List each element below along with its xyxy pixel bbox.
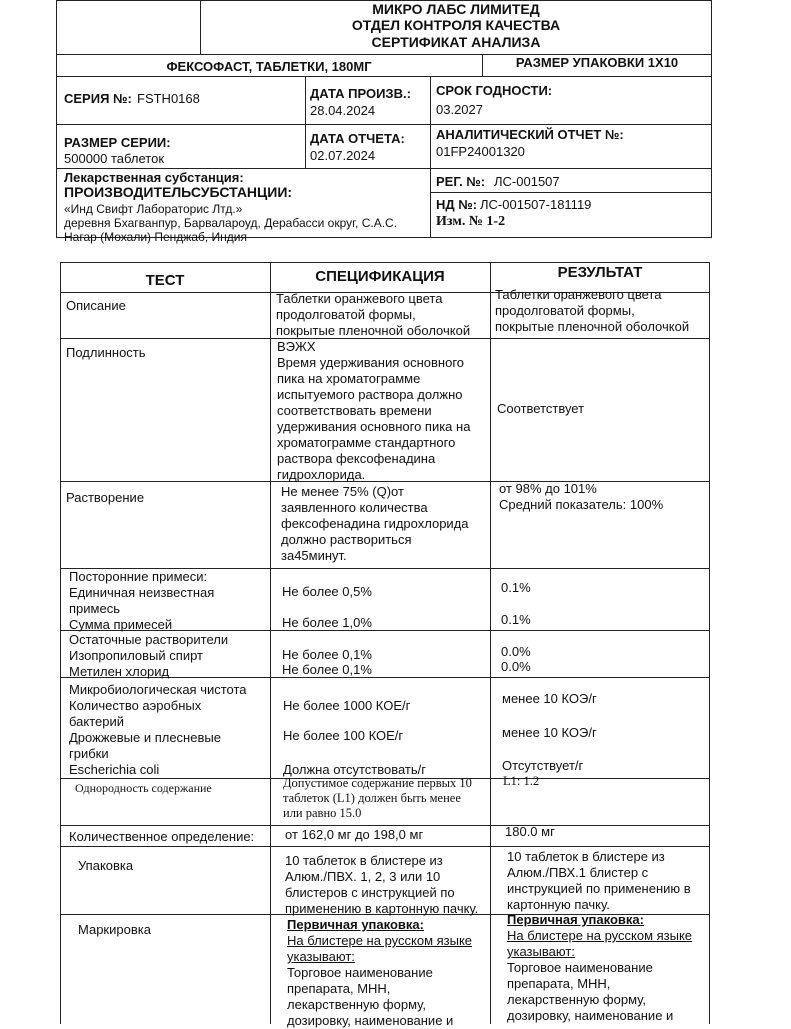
batch-size-label: РАЗМЕР СЕРИИ: bbox=[64, 135, 171, 150]
row-microbiology-result-ecoli: Отсутствует/г bbox=[502, 758, 584, 773]
reg-label: РЕГ. №: bbox=[436, 174, 486, 189]
row-dissolution-spec: Не менее 75% (Q)от заявленного количества фексофенадина гидрохлорида должно раствориться за45минут. bbox=[281, 484, 469, 563]
mfg-date-label: ДАТА ПРОИЗВ.: bbox=[310, 86, 411, 101]
row-assay-spec: от 162,0 мг до 198,0 мг bbox=[285, 827, 424, 842]
manufacturer-address-2: Нагар (Мохали) Пенджаб, Индия bbox=[64, 230, 247, 244]
row-microbiology-result-aerobic: менее 10 КОЭ/г bbox=[502, 691, 597, 706]
batch-size-value: 500000 таблеток bbox=[64, 151, 165, 166]
row-solvents-result: 0.0% 0.0% bbox=[501, 644, 531, 674]
manufacturer-label: ПРОИЗВОДИТЕЛЬСУБСТАНЦИИ: bbox=[64, 184, 293, 200]
row-microbiology-spec-aerobic: Не более 1000 КОЕ/г bbox=[283, 698, 411, 713]
row-impurities-spec-total: Не более 1,0% bbox=[282, 615, 372, 630]
substance-label: Лекарственная субстанция: bbox=[64, 170, 244, 185]
row-identity-test: Подлинность bbox=[66, 345, 146, 360]
series-label: СЕРИЯ №: bbox=[64, 91, 132, 106]
row-solvents-spec: Не более 0,1% Не более 0,1% bbox=[282, 647, 372, 677]
row-microbiology-result-yeast: менее 10 КОЭ/г bbox=[502, 725, 597, 740]
row-solvents-test: Остаточные растворители Изопропиловый спирт Метилен хлорид bbox=[69, 632, 229, 679]
nd-value: ЛС-001507-181119 bbox=[480, 197, 592, 212]
row-labeling-test: Маркировка bbox=[78, 922, 151, 937]
row-description-test: Описание bbox=[66, 298, 126, 313]
row-impurities-result-single: 0.1% bbox=[501, 580, 531, 595]
row-uniformity-test: Однородность содержание bbox=[75, 781, 212, 795]
row-uniformity-result: L1: 1.2 bbox=[503, 774, 540, 788]
nd-label: НД №: bbox=[436, 197, 478, 212]
header-result: РЕЗУЛЬТАТ bbox=[557, 264, 643, 281]
row-description-spec: Таблетки оранжевого цвета продолговатой формы, покрытые пленочной оболочкой bbox=[276, 291, 471, 338]
product-name: ФЕКСОФАСТ, ТАБЛЕТКИ, 180МГ bbox=[166, 59, 372, 74]
row-labeling-result: Первичная упаковка: На блистере на русском языке указывают: Торговое наименование препарата, МНН, лекарственную форму, дозировку, наименование и bbox=[507, 912, 693, 1023]
row-impurities-result-total: 0.1% bbox=[501, 612, 531, 627]
reg-value: ЛС-001507 bbox=[494, 174, 560, 189]
analytical-report-label: АНАЛИТИЧЕСКИЙ ОТЧЕТ №: bbox=[436, 127, 624, 142]
company-name: МИКРО ЛАБС ЛИМИТЕД bbox=[372, 1, 540, 17]
manufacturer-name: «Инд Свифт Лабораторис Лтд.» bbox=[64, 202, 243, 216]
row-impurities-spec-single: Не более 0,5% bbox=[282, 584, 372, 599]
document-title: СЕРТИФИКАТ АНАЛИЗА bbox=[371, 34, 541, 50]
header-test: ТЕСТ bbox=[145, 272, 185, 289]
manufacturer-address-1: деревня Бхагванпур, Барвалароуд, Дерабасси округ, С.А.С. bbox=[64, 216, 398, 230]
report-date-value: 02.07.2024 bbox=[310, 148, 376, 163]
row-assay-result: 180.0 мг bbox=[505, 824, 555, 839]
row-labeling-spec: Первичная упаковка: На блистере на русском языке указывают: Торговое наименование препарата, МНН, лекарственную форму, дозировку, наименование и bbox=[287, 917, 473, 1028]
series-value: FSTH0168 bbox=[137, 91, 200, 106]
row-microbiology-spec-ecoli: Должна отсутствовать/г bbox=[283, 762, 426, 777]
row-dissolution-result: от 98% до 101% Средний показатель: 100% bbox=[499, 481, 664, 512]
expiry-label: СРОК ГОДНОСТИ: bbox=[436, 83, 553, 98]
department-name: ОТДЕЛ КОНТРОЛЯ КАЧЕСТВА bbox=[351, 17, 561, 33]
change-label: Изм. № 1-2 bbox=[436, 214, 506, 229]
row-assay-test: Количественное определение: bbox=[69, 829, 255, 844]
row-description-result: Таблетки оранжевого цвета продолговатой формы, покрытые пленочной оболочкой bbox=[495, 287, 690, 334]
row-packaging-result: 10 таблеток в блистере из Алюм./ПВХ.1 блистер с инструкцией по применению в картонную пачку. bbox=[507, 849, 691, 912]
row-impurities-test: Посторонние примеси: Единичная неизвестная примесь Сумма примесей bbox=[69, 569, 215, 632]
pack-size: РАЗМЕР УПАКОВКИ 1Х10 bbox=[515, 55, 679, 70]
row-microbiology-spec-yeast: Не более 100 КОЕ/г bbox=[283, 728, 404, 743]
row-packaging-test: Упаковка bbox=[78, 858, 134, 873]
row-microbiology-test: Микробиологическая чистота Количество аэробных бактерий Дрожжевые и плесневые грибки Escherichia coli bbox=[69, 682, 247, 777]
row-packaging-spec: 10 таблеток в блистере из Алюм./ПВХ. 1, 2, 3 или 10 блистеров с инструкцией по применению в картонную пачку. bbox=[285, 853, 479, 916]
row-identity-spec: ВЭЖХ Время удерживания основного пика на хроматограмме испытуемого раствора должно соответствовать времени удерживания основного пика на хроматограмме стандартного раствора фексофенадина гидрохлорида. bbox=[277, 339, 471, 482]
analytical-report-value: 01FP24001320 bbox=[436, 144, 525, 159]
row-identity-result: Соответствует bbox=[497, 401, 585, 416]
report-date-label: ДАТА ОТЧЕТА: bbox=[310, 131, 405, 146]
row-uniformity-spec: Допустимое содержание первых 10 таблеток (L1) должен быть менее или равно 15.0 bbox=[283, 776, 472, 820]
row-dissolution-test: Растворение bbox=[66, 490, 145, 505]
header-spec: СПЕЦИФИКАЦИЯ bbox=[315, 268, 445, 285]
expiry-value: 03.2027 bbox=[436, 102, 483, 117]
mfg-date-value: 28.04.2024 bbox=[310, 103, 376, 118]
